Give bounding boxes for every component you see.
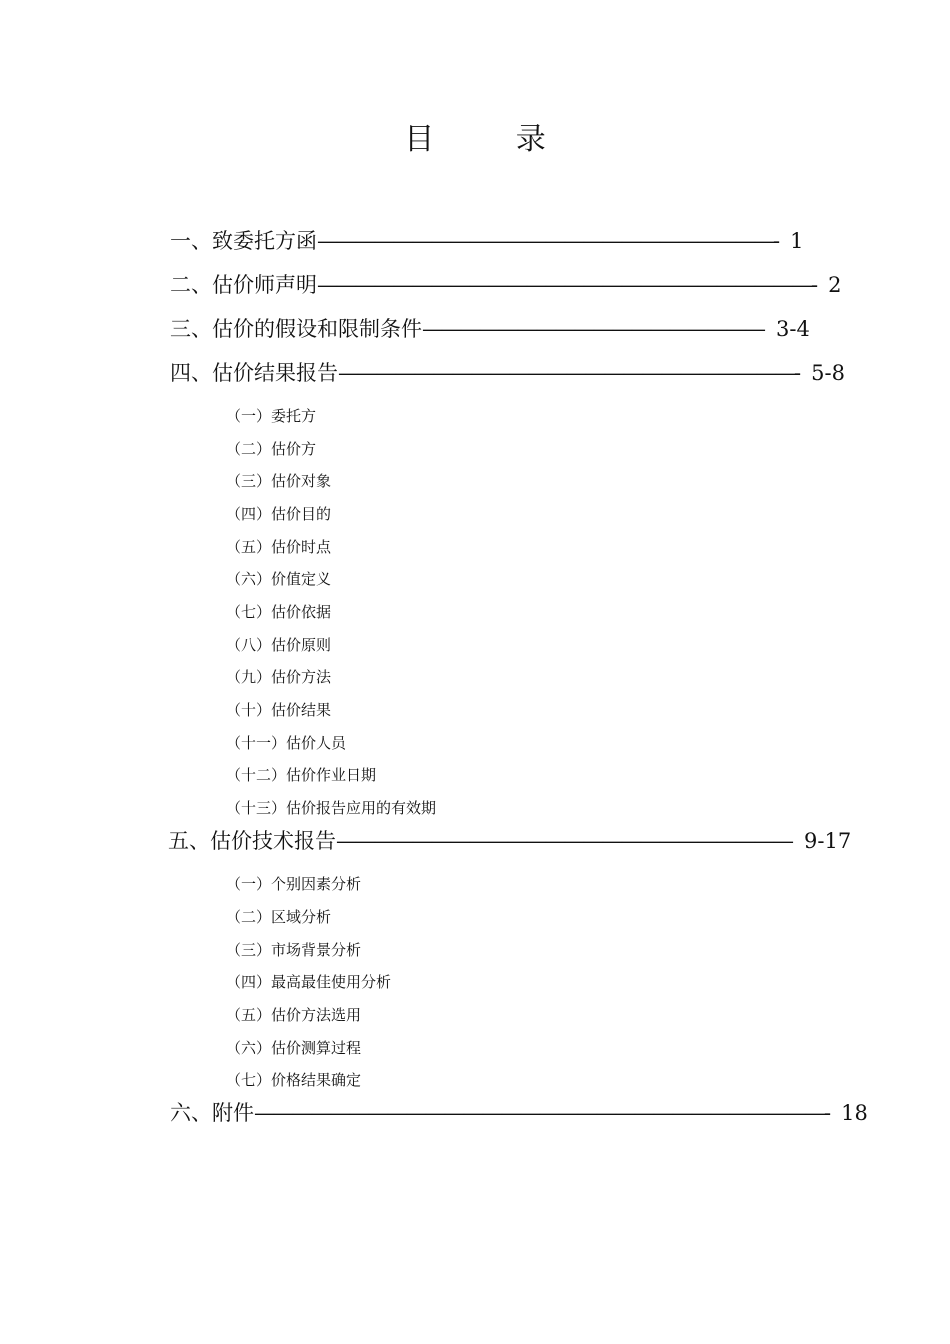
toc-entry-assumptions[interactable] [170, 314, 810, 344]
toc-subitem[interactable]: （十三）估价报告应用的有效期 [226, 799, 437, 817]
toc-subitem[interactable]: （十）估价结果 [226, 701, 332, 719]
toc-subitem[interactable]: （三）估价对象 [226, 472, 332, 490]
toc-subitem[interactable]: （八）估价原则 [226, 636, 332, 654]
toc-leader: ———————————————————————— [336, 829, 792, 853]
toc-page-number: 2 [828, 273, 842, 297]
toc-entry-statement[interactable] [170, 270, 841, 300]
toc-page-number: 5-8 [811, 361, 845, 385]
toc-entry-letter[interactable] [170, 226, 803, 256]
toc-subitem[interactable]: （六）估价测算过程 [226, 1039, 362, 1057]
toc-leader: ————————————————————————- [338, 361, 800, 385]
toc-page-number: 1 [790, 229, 804, 253]
toc-subitem[interactable]: （一）委托方 [226, 407, 317, 425]
toc-page-number: 18 [841, 1101, 868, 1125]
toc-subitem[interactable]: （十二）估价作业日期 [226, 766, 377, 784]
toc-subitem[interactable]: （七）估价依据 [226, 603, 332, 621]
toc-entry-appendix[interactable] [170, 1098, 868, 1128]
toc-entry-technical-report[interactable] [168, 826, 851, 856]
toc-leader: —————————————————— [422, 317, 764, 341]
toc-leader: ——————————————————————————————- [254, 1101, 830, 1125]
toc-page-number: 9-17 [804, 829, 852, 853]
toc-subitem[interactable]: （四）最高最佳使用分析 [226, 973, 392, 991]
toc-subitem[interactable]: （五）估价方法选用 [226, 1006, 362, 1024]
toc-page-number: 3-4 [776, 317, 810, 341]
toc-subitem[interactable]: （一）个别因素分析 [226, 875, 362, 893]
toc-subitem[interactable]: （六）价值定义 [226, 570, 332, 588]
toc-subitem[interactable]: （二）区域分析 [226, 908, 332, 926]
toc-subitem[interactable]: （四）估价目的 [226, 505, 332, 523]
toc-subitem[interactable]: （九）估价方法 [226, 668, 332, 686]
toc-subitem[interactable]: （二）估价方 [226, 440, 317, 458]
toc-entry-label: 一、致委托方函 [170, 229, 317, 253]
page-title: 目 录 [404, 122, 582, 157]
toc-entry-result-report[interactable] [170, 358, 845, 388]
toc-entry-label: 四、估价结果报告 [170, 361, 338, 385]
toc-entry-label: 六、附件 [170, 1101, 254, 1125]
toc-leader: ——————————————————————————- [317, 273, 817, 297]
toc-subitem[interactable]: （五）估价时点 [226, 538, 332, 556]
toc-subitem[interactable]: （十一）估价人员 [226, 734, 347, 752]
toc-subitem[interactable]: （三）市场背景分析 [226, 941, 362, 959]
toc-entry-label: 二、估价师声明 [170, 273, 317, 297]
toc-leader: ————————————————————————- [317, 229, 779, 253]
toc-entry-label: 五、估价技术报告 [168, 829, 336, 853]
toc-subitem[interactable]: （七）价格结果确定 [226, 1071, 362, 1089]
toc-entry-label: 三、估价的假设和限制条件 [170, 317, 422, 341]
